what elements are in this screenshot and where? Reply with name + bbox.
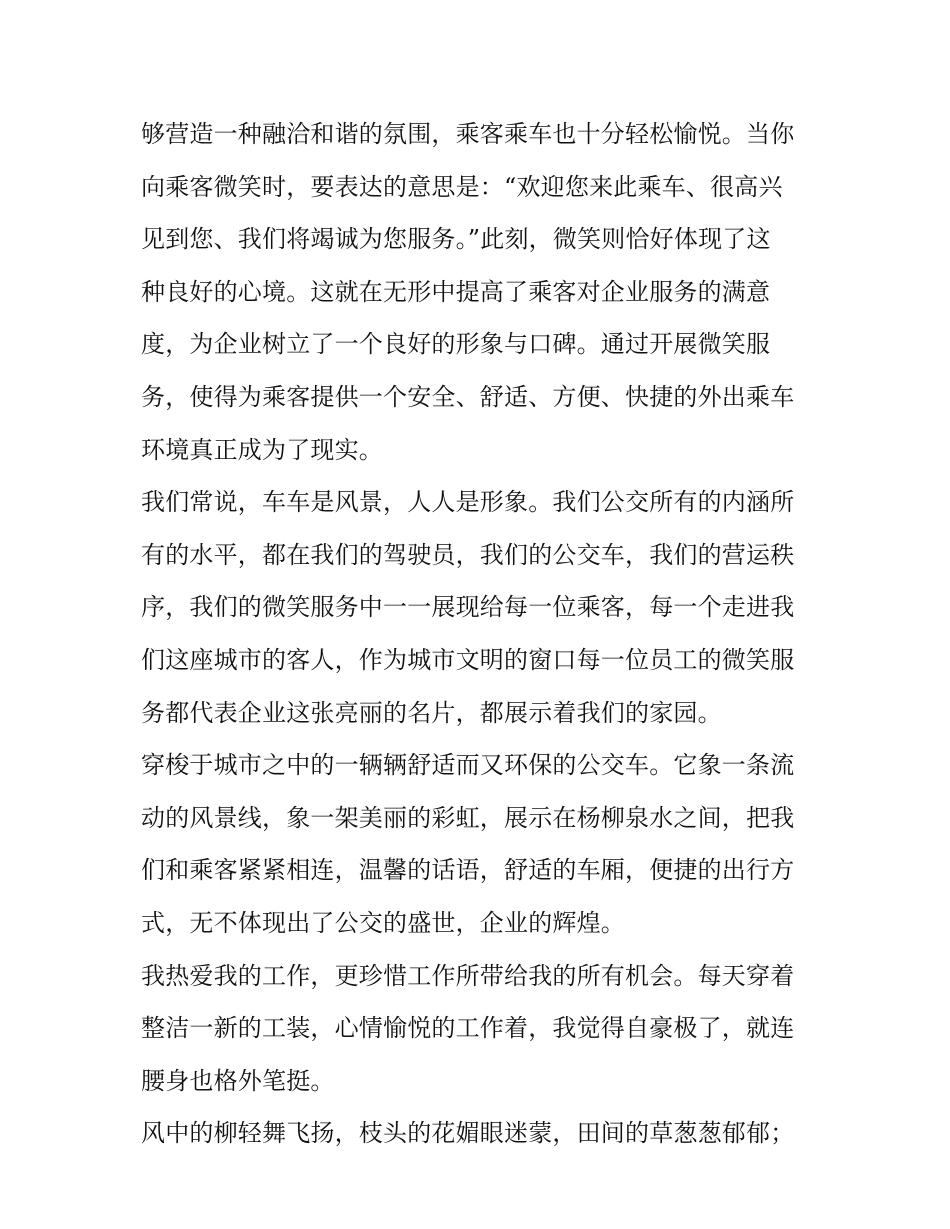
text-line: 们这座城市的客人，作为城市文明的窗口每一位员工的微笑服	[141, 645, 795, 674]
text-line: 够营造一种融洽和谐的氛围，乘客乘车也十分轻松愉悦。当你	[141, 120, 795, 148]
text-line: 穿梭于城市之中的一辆辆舒适而又环保的公交车。它象一条流	[141, 751, 795, 780]
text-line: 式，无不体现出了公交的盛世，企业的辉煌。	[141, 908, 625, 937]
text-line: 整洁一新的工装，心情愉悦的工作着，我觉得自豪极了，就连	[141, 1014, 795, 1043]
text-line: 种良好的心境。这就在无形中提高了乘客对企业服务的满意	[141, 277, 771, 306]
text-line: 向乘客微笑时，要表达的意思是：“欢迎您来此乘车、很高兴	[141, 172, 783, 201]
text-line: 见到您、我们将竭诚为您服务。”此刻，微笑则恰好体现了这	[141, 225, 771, 254]
text-line: 有的水平，都在我们的驾驶员，我们的公交车，我们的营运秩	[141, 540, 795, 569]
text-line: 务都代表企业这张亮丽的名片，都展示着我们的家园。	[141, 698, 722, 727]
text-line: 环境真正成为了现实。	[141, 435, 383, 464]
text-line: 动的风景线，象一架美丽的彩虹，展示在杨柳泉水之间，把我	[141, 803, 795, 832]
text-line: 我们常说，车车是风景，人人是形象。我们公交所有的内涵所	[141, 488, 795, 517]
text-line: 我热爱我的工作，更珍惜工作所带给我的所有机会。每天穿着	[141, 961, 795, 990]
text-line: 务，使得为乘客提供一个安全、舒适、方便、快捷的外出乘车	[141, 382, 795, 411]
text-line: 们和乘客紧紧相连，温馨的话语，舒适的车厢，便捷的出行方	[141, 856, 795, 885]
text-line: 腰身也格外笔挺。	[141, 1066, 335, 1095]
text-line: 序，我们的微笑服务中一一展现给每一位乘客，每一个走进我	[141, 593, 795, 622]
text-line: 风中的柳轻舞飞扬，枝头的花媚眼迷蒙，田间的草葱葱郁郁；	[141, 1119, 795, 1148]
text-line: 度，为企业树立了一个良好的形象与口碑。通过开展微笑服	[141, 330, 771, 359]
body-text	[141, 108, 821, 1160]
